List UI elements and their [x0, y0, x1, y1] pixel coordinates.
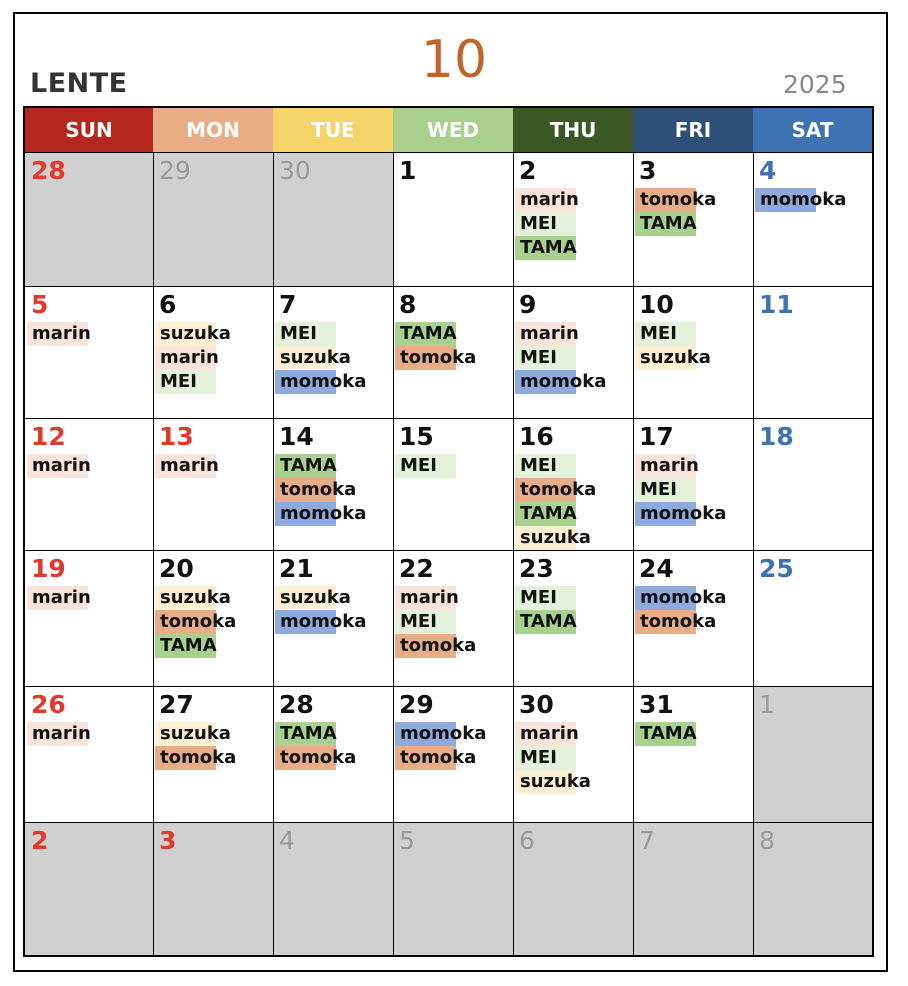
member-tag-marin[interactable]: [395, 586, 511, 610]
member-list: [155, 722, 271, 770]
grid-column-divider: [513, 152, 514, 955]
day-number: 27: [159, 690, 194, 719]
member-name: momoka: [760, 189, 847, 210]
day-number: 30: [279, 156, 311, 185]
member-tag-marin[interactable]: [155, 346, 271, 370]
member-list: [515, 188, 631, 260]
member-list: [27, 722, 151, 746]
weekday-header-sun: SUN: [25, 108, 153, 152]
member-name: MEI: [160, 371, 197, 392]
day-number: 6: [159, 290, 177, 319]
member-tag-suzuka[interactable]: [155, 586, 271, 610]
member-name: MEI: [640, 479, 677, 500]
member-list: [635, 586, 751, 634]
day-cell[interactable]: [753, 418, 872, 550]
day-number: 1: [759, 690, 775, 719]
member-tag-mei[interactable]: [395, 610, 511, 634]
member-list: [27, 322, 151, 346]
day-number: 4: [279, 826, 295, 855]
member-list: [275, 586, 391, 634]
grid-row-divider: [25, 550, 872, 551]
member-tag-tomoka[interactable]: [155, 746, 271, 770]
day-cell[interactable]: [753, 822, 872, 955]
grid-column-divider: [633, 152, 634, 955]
member-name: TAMA: [400, 323, 457, 344]
member-tag-tama[interactable]: [155, 634, 271, 658]
day-cell[interactable]: [153, 418, 273, 550]
day-number: 30: [519, 690, 554, 719]
day-cell[interactable]: [753, 686, 872, 822]
day-cell[interactable]: [153, 822, 273, 955]
grid-column-divider: [153, 152, 154, 955]
member-tag-marin[interactable]: [27, 586, 151, 610]
day-cell[interactable]: [273, 152, 393, 286]
member-tag-mei[interactable]: [515, 346, 631, 370]
day-number: 15: [399, 422, 434, 451]
grid-column-divider: [393, 152, 394, 955]
member-tag-tama[interactable]: [275, 454, 391, 478]
day-cell[interactable]: [153, 286, 273, 418]
member-list: [395, 454, 511, 478]
member-list: [515, 586, 631, 634]
member-tag-suzuka[interactable]: [155, 722, 271, 746]
day-number: 29: [399, 690, 434, 719]
member-name: suzuka: [160, 587, 231, 608]
day-cell[interactable]: [25, 418, 153, 550]
day-number: 9: [519, 290, 537, 319]
member-name: tomoka: [520, 479, 597, 500]
member-tag-mei[interactable]: [515, 586, 631, 610]
grid-row-divider: [25, 686, 872, 687]
member-tag-mei[interactable]: [395, 454, 511, 478]
member-tag-suzuka[interactable]: [275, 586, 391, 610]
calendar-grid: [23, 106, 874, 957]
member-tag-momoka[interactable]: [275, 502, 391, 526]
day-number: 21: [279, 554, 314, 583]
member-tag-tama[interactable]: [635, 722, 751, 746]
member-tag-tama[interactable]: [395, 322, 511, 346]
member-name: momoka: [520, 371, 607, 392]
member-tag-momoka[interactable]: [635, 502, 751, 526]
day-cell[interactable]: [393, 822, 513, 955]
member-tag-suzuka[interactable]: [275, 346, 391, 370]
day-number: 5: [31, 290, 49, 319]
member-tag-momoka[interactable]: [275, 370, 391, 394]
day-cell[interactable]: [513, 286, 633, 418]
member-list: [275, 322, 391, 394]
day-number: 1: [399, 156, 417, 185]
day-cell[interactable]: [25, 152, 153, 286]
member-name: suzuka: [160, 723, 231, 744]
day-cell[interactable]: [25, 286, 153, 418]
member-tag-suzuka[interactable]: [635, 346, 751, 370]
weekday-header-sat: SAT: [753, 108, 872, 152]
day-number: 2: [519, 156, 537, 185]
member-name: marin: [32, 455, 91, 476]
grid-row-divider: [25, 152, 872, 153]
member-name: marin: [520, 723, 579, 744]
day-cell[interactable]: [513, 418, 633, 550]
member-name: suzuka: [280, 347, 351, 368]
day-cell[interactable]: [753, 550, 872, 686]
member-tag-tama[interactable]: [515, 610, 631, 634]
member-tag-suzuka[interactable]: [515, 526, 631, 550]
day-number: 26: [31, 690, 66, 719]
member-name: tomoka: [640, 611, 717, 632]
member-name: MEI: [520, 455, 557, 476]
member-tag-tomoka[interactable]: [395, 634, 511, 658]
member-name: TAMA: [640, 723, 697, 744]
day-number: 7: [279, 290, 297, 319]
member-tag-mei[interactable]: [515, 212, 631, 236]
member-name: suzuka: [280, 587, 351, 608]
member-tag-momoka[interactable]: [635, 586, 751, 610]
day-number: 23: [519, 554, 554, 583]
day-number: 13: [159, 422, 194, 451]
day-cell[interactable]: [25, 686, 153, 822]
member-tag-tomoka[interactable]: [395, 346, 511, 370]
member-name: tomoka: [280, 747, 357, 768]
year-label: 2025: [783, 70, 847, 99]
member-name: tomoka: [400, 635, 477, 656]
member-tag-tama[interactable]: [515, 502, 631, 526]
day-number: 28: [279, 690, 314, 719]
day-cell[interactable]: [153, 152, 273, 286]
member-list: [275, 454, 391, 526]
day-cell[interactable]: [513, 686, 633, 822]
day-cell[interactable]: [633, 550, 753, 686]
member-name: MEI: [520, 747, 557, 768]
member-tag-mei[interactable]: [635, 478, 751, 502]
member-list: [635, 722, 751, 746]
member-name: MEI: [520, 587, 557, 608]
member-tag-tama[interactable]: [275, 722, 391, 746]
day-number: 16: [519, 422, 554, 451]
member-name: suzuka: [520, 527, 591, 548]
member-tag-mei[interactable]: [155, 370, 271, 394]
member-name: MEI: [400, 455, 437, 476]
day-cell[interactable]: [633, 686, 753, 822]
day-number: 20: [159, 554, 194, 583]
member-name: tomoka: [400, 347, 477, 368]
member-name: suzuka: [640, 347, 711, 368]
weekday-header-fri: FRI: [633, 108, 753, 152]
member-tag-marin[interactable]: [515, 322, 631, 346]
member-name: marin: [32, 323, 91, 344]
member-list: [155, 322, 271, 394]
member-name: MEI: [520, 213, 557, 234]
member-tag-tomoka[interactable]: [515, 478, 631, 502]
member-name: marin: [400, 587, 459, 608]
day-cell[interactable]: [393, 418, 513, 550]
member-name: tomoka: [640, 189, 717, 210]
day-cell[interactable]: [393, 286, 513, 418]
member-name: TAMA: [520, 611, 577, 632]
day-cell[interactable]: [633, 418, 753, 550]
day-number: 11: [759, 290, 794, 319]
member-tag-marin[interactable]: [515, 188, 631, 212]
weekday-header-mon: MON: [153, 108, 273, 152]
day-cell[interactable]: [273, 822, 393, 955]
member-tag-suzuka[interactable]: [155, 322, 271, 346]
member-list: [515, 454, 631, 550]
day-cell[interactable]: [25, 822, 153, 955]
day-cell[interactable]: [393, 686, 513, 822]
day-number: 8: [759, 826, 775, 855]
member-name: TAMA: [160, 635, 217, 656]
day-number: 8: [399, 290, 417, 319]
day-number: 24: [639, 554, 674, 583]
member-tag-momoka[interactable]: [395, 722, 511, 746]
member-name: suzuka: [160, 323, 231, 344]
member-list: [755, 188, 870, 212]
day-cell[interactable]: [153, 686, 273, 822]
member-name: TAMA: [520, 503, 577, 524]
member-list: [515, 322, 631, 394]
member-tag-tomoka[interactable]: [275, 746, 391, 770]
member-tag-marin[interactable]: [27, 722, 151, 746]
member-list: [395, 722, 511, 770]
member-list: [27, 586, 151, 610]
day-cell[interactable]: [25, 550, 153, 686]
grid-row-divider: [25, 286, 872, 287]
member-list: [635, 188, 751, 236]
member-name: MEI: [400, 611, 437, 632]
member-tag-momoka[interactable]: [755, 188, 870, 212]
day-cell[interactable]: [753, 286, 872, 418]
member-tag-tomoka[interactable]: [275, 478, 391, 502]
month-number: 10: [420, 30, 488, 90]
weekday-header-tue: TUE: [273, 108, 393, 152]
member-list: [395, 322, 511, 370]
member-list: [155, 454, 271, 478]
member-name: TAMA: [280, 723, 337, 744]
member-name: marin: [160, 347, 219, 368]
member-name: tomoka: [160, 747, 237, 768]
day-cell[interactable]: [633, 152, 753, 286]
day-cell[interactable]: [273, 550, 393, 686]
day-number: 6: [519, 826, 535, 855]
member-list: [27, 454, 151, 478]
member-tag-marin[interactable]: [635, 454, 751, 478]
member-tag-tomoka[interactable]: [635, 188, 751, 212]
member-tag-marin[interactable]: [27, 454, 151, 478]
day-cell[interactable]: [633, 286, 753, 418]
member-name: MEI: [640, 323, 677, 344]
day-cell[interactable]: [753, 152, 872, 286]
day-cell[interactable]: [273, 418, 393, 550]
day-number: 29: [159, 156, 191, 185]
member-name: momoka: [640, 587, 727, 608]
member-name: momoka: [400, 723, 487, 744]
member-name: MEI: [520, 347, 557, 368]
day-number: 19: [31, 554, 66, 583]
day-number: 18: [759, 422, 794, 451]
member-name: momoka: [640, 503, 727, 524]
grid-row-divider: [25, 418, 872, 419]
day-number: 12: [31, 422, 66, 451]
day-cell[interactable]: [393, 550, 513, 686]
member-list: [635, 322, 751, 370]
member-name: MEI: [280, 323, 317, 344]
member-name: marin: [32, 587, 91, 608]
member-tag-marin[interactable]: [515, 722, 631, 746]
member-tag-momoka[interactable]: [515, 370, 631, 394]
day-number: 7: [639, 826, 655, 855]
grid-row-divider: [25, 822, 872, 823]
member-tag-mei[interactable]: [515, 454, 631, 478]
day-number: 10: [639, 290, 674, 319]
member-tag-mei[interactable]: [635, 322, 751, 346]
member-name: momoka: [280, 503, 367, 524]
member-tag-suzuka[interactable]: [515, 770, 631, 794]
day-number: 22: [399, 554, 434, 583]
member-list: [515, 722, 631, 794]
member-tag-marin[interactable]: [27, 322, 151, 346]
member-tag-tama[interactable]: [635, 212, 751, 236]
brand-name: LENTE: [30, 68, 128, 99]
member-name: tomoka: [400, 747, 477, 768]
weekday-header-wed: WED: [393, 108, 513, 152]
member-tag-mei[interactable]: [515, 746, 631, 770]
day-number: 3: [639, 156, 657, 185]
day-cell[interactable]: [513, 152, 633, 286]
member-name: marin: [520, 323, 579, 344]
member-tag-tomoka[interactable]: [395, 746, 511, 770]
member-tag-tomoka[interactable]: [635, 610, 751, 634]
day-cell[interactable]: [633, 822, 753, 955]
day-cell[interactable]: [513, 822, 633, 955]
day-number: 14: [279, 422, 314, 451]
member-name: tomoka: [280, 479, 357, 500]
member-name: momoka: [280, 611, 367, 632]
grid-column-divider: [753, 152, 754, 955]
day-number: 17: [639, 422, 674, 451]
day-cell[interactable]: [513, 550, 633, 686]
day-number: 28: [31, 156, 66, 185]
member-tag-mei[interactable]: [275, 322, 391, 346]
day-cell[interactable]: [153, 550, 273, 686]
day-cell[interactable]: [273, 286, 393, 418]
day-cell[interactable]: [273, 686, 393, 822]
member-name: marin: [520, 189, 579, 210]
member-name: TAMA: [640, 213, 697, 234]
day-number: 3: [159, 826, 177, 855]
member-name: marin: [640, 455, 699, 476]
day-number: 2: [31, 826, 49, 855]
member-name: suzuka: [520, 771, 591, 792]
member-name: TAMA: [280, 455, 337, 476]
member-list: [395, 586, 511, 658]
day-number: 31: [639, 690, 674, 719]
member-name: marin: [32, 723, 91, 744]
member-list: [635, 454, 751, 526]
member-tag-marin[interactable]: [155, 454, 271, 478]
weekday-header-thu: THU: [513, 108, 633, 152]
member-name: momoka: [280, 371, 367, 392]
day-cell[interactable]: [393, 152, 513, 286]
member-name: tomoka: [160, 611, 237, 632]
member-tag-momoka[interactable]: [275, 610, 391, 634]
day-number: 4: [759, 156, 777, 185]
member-list: [155, 586, 271, 658]
member-name: TAMA: [520, 237, 577, 258]
member-tag-tama[interactable]: [515, 236, 631, 260]
day-number: 25: [759, 554, 794, 583]
day-number: 5: [399, 826, 415, 855]
grid-column-divider: [273, 152, 274, 955]
member-name: marin: [160, 455, 219, 476]
member-tag-tomoka[interactable]: [155, 610, 271, 634]
member-list: [275, 722, 391, 770]
